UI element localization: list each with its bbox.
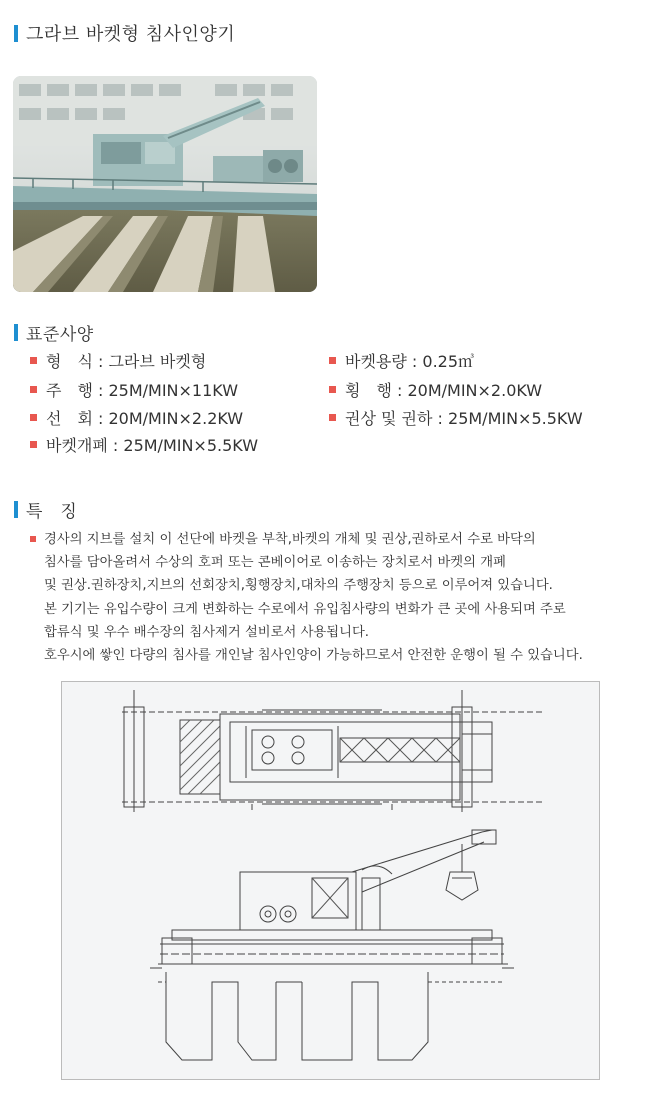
product-photo-image bbox=[13, 76, 317, 292]
bullet-icon bbox=[30, 357, 37, 364]
spec-text: 권상 및 권하 : 25M/MIN×5.5KW bbox=[345, 409, 583, 428]
bullet-icon bbox=[30, 414, 37, 421]
spec-text: 선 회 : 20M/MIN×2.2KW bbox=[46, 409, 244, 428]
bullet-icon bbox=[30, 536, 36, 542]
feature-line: 경사의 지브를 설치 이 선단에 바켓을 부착,바켓의 개체 및 권상,권하로서 수로 바닥의 bbox=[30, 528, 630, 551]
features-title bbox=[14, 497, 77, 522]
feature-line: 및 권상.권하장치,지브의 선회장치,횡행장치,대차의 주행장치 등으로 이루어져 있습니다. bbox=[44, 578, 553, 594]
page-title bbox=[14, 20, 235, 46]
title-accent-bar bbox=[14, 25, 18, 42]
feature-line: 호우시에 쌓인 다량의 침사를 개인날 침사인양이 가능하므로서 안전한 운행이 될 수 있습니다. bbox=[44, 648, 583, 664]
bullet-icon bbox=[329, 386, 336, 393]
bullet-icon bbox=[329, 414, 336, 421]
product-photo bbox=[13, 76, 317, 292]
specs-title bbox=[14, 320, 94, 345]
spec-item-bucket-capacity bbox=[329, 349, 474, 372]
features-paragraph bbox=[30, 528, 630, 667]
spec-text: 바켓개폐 : 25M/MIN×5.5KW bbox=[46, 436, 259, 455]
technical-drawing bbox=[61, 681, 600, 1080]
feature-line: 본 기기는 유입수량이 크게 변화하는 수로에서 유입침사량의 변화가 큰 곳에 사용되며 주로 bbox=[44, 601, 566, 617]
spec-item-hoisting bbox=[329, 406, 583, 429]
spec-item-traverse bbox=[329, 378, 542, 401]
bullet-icon bbox=[30, 386, 37, 393]
features-title-text: 특 징 bbox=[26, 502, 78, 522]
spec-item-travel bbox=[30, 378, 238, 401]
spec-text: 형 식 : 그라브 바켓형 bbox=[46, 352, 207, 371]
spec-item-slewing bbox=[30, 406, 243, 429]
specs-title-text: 표준사양 bbox=[26, 325, 94, 345]
spec-item-type bbox=[30, 349, 206, 372]
specs-accent-bar bbox=[14, 324, 18, 341]
spec-item-bucket-open-close bbox=[30, 433, 258, 456]
spec-text: 주 행 : 25M/MIN×11KW bbox=[46, 381, 239, 400]
feature-line: 합류식 및 우수 배수장의 침사제거 설비로서 사용됩니다. bbox=[44, 624, 370, 640]
bullet-icon bbox=[30, 441, 37, 448]
spec-text: 바켓용량 : 0.25㎥ bbox=[345, 352, 475, 371]
page-title-text: 그라브 바켓형 침사인양기 bbox=[26, 24, 236, 45]
feature-line: 침사를 담아올려서 수상의 호퍼 또는 콘베이어로 이송하는 장치로서 바켓의 개폐 bbox=[44, 555, 506, 571]
spec-text: 횡 행 : 20M/MIN×2.0KW bbox=[345, 381, 543, 400]
features-accent-bar bbox=[14, 501, 18, 518]
bullet-icon bbox=[329, 357, 336, 364]
technical-drawing-image bbox=[62, 682, 599, 1079]
